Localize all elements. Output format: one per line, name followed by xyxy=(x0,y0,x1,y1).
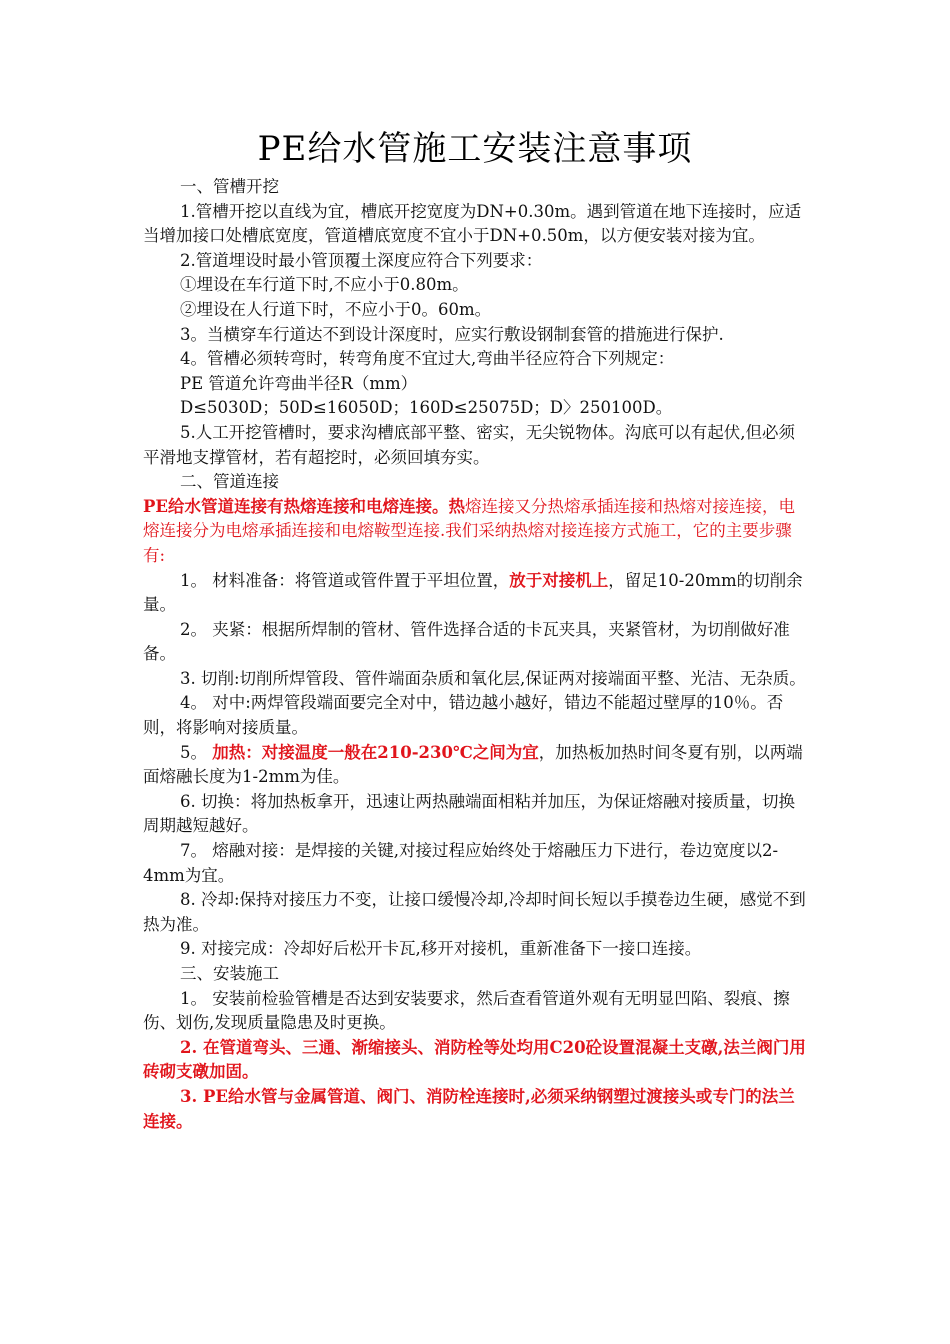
paragraph-intro xyxy=(143,495,811,569)
step-item: 7。 熔融对接：是焊接的关键,对接过程应始终处于熔融压力下进行，卷边宽度以2-4mm为宜。 xyxy=(143,841,779,885)
paragraph: 2.管道埋设时最小管顶覆土深度应符合下列要求： xyxy=(180,250,543,270)
section-heading-installation: 三、安装施工 xyxy=(180,964,279,983)
step-text: ，留足10-20mm的切削余量。 xyxy=(143,570,803,615)
item-text: 在管道弯头、三通、渐缩接头、消防栓等处均用C20砼设置混凝土支礅,法兰阀门用砖砌支礅加固。 xyxy=(143,1037,806,1082)
paragraph: 4。管槽必须转弯时，转弯角度不宜过大,弯曲半径应符合下列规定： xyxy=(180,349,675,369)
step-text: 5。 xyxy=(180,742,213,762)
install-item: 1。 安装前检验管槽是否达到安装要求，然后查看管道外观有无明显凹陷、裂痕、擦伤、划伤,发现质量隐患及时更换。 xyxy=(143,988,790,1033)
section-heading-connection: 二、管道连接 xyxy=(180,472,279,492)
paragraph: 3。当横穿车行道达不到设计深度时，应实行敷设钢制套管的措施进行保护. xyxy=(180,324,724,344)
document-title: PE给水管施工安装注意事项 xyxy=(257,129,693,169)
intro-text: 熔连接又分热熔承插连接和热熔对接连接，电熔连接分为电熔承插连接和电熔鞍型连接.我们采纳热熔对接连接方式施工，它的主要步骤有: xyxy=(143,496,795,565)
paragraph: ①埋设在车行道下时,不应小于0.80m。 xyxy=(180,275,469,295)
paragraph: D≤5030D；50D≤16050D；160D≤25075D；D〉250100D。 xyxy=(180,398,673,418)
section-heading-trench: 一、管槽开挖 xyxy=(180,177,279,196)
step-item: 6. 切换：将加热板拿开，迅速让两热融端面相粘并加压，为保证熔融对接质量，切换周期越短越好。 xyxy=(143,791,795,836)
step-item xyxy=(143,569,811,618)
paragraph: ②埋设在人行道下时，不应小于0。60m。 xyxy=(180,299,492,319)
paragraph: PE 管道允许弯曲半径R（mm） xyxy=(180,373,418,393)
install-item-highlight xyxy=(143,1036,811,1085)
step-item: 4。 对中:两焊管段端面要完全对中，错边越小越好，错边不能超过壁厚的10％。否则，将影响对接质量。 xyxy=(143,693,784,738)
step-text: 1。 材料准备：将管道或管件置于平坦位置， xyxy=(180,570,510,590)
step-item: 3. 切削:切削所焊管段、管件端面杂质和氧化层,保证两对接端面平整、光洁、无杂质。 xyxy=(180,668,806,688)
step-highlight: 放于对接机上 xyxy=(509,570,609,590)
step-item: 2。 夹紧：根据所焊制的管材、管件选择合适的卡瓦夹具，夹紧管材，为切削做好准备。 xyxy=(143,619,790,664)
document-body xyxy=(143,175,811,1134)
paragraph: 5.人工开挖管槽时，要求沟槽底部平整、密实，无尖锐物体。沟底可以有起伏,但必须平滑地支撑管材，若有超挖时，必须回填夯实。 xyxy=(143,422,795,467)
install-item-highlight xyxy=(143,1085,811,1134)
step-text: ，加热板加热时间冬夏有别，以两端面熔融长度为1-2mm为佳。 xyxy=(143,742,803,787)
item-number: 2. xyxy=(180,1037,203,1057)
step-item xyxy=(143,741,811,790)
item-text: PE给水管与金属管道、阀门、消防栓连接时,必须采纳钢塑过渡接头或专门的法兰连接。 xyxy=(143,1086,795,1131)
item-number: 3. xyxy=(180,1086,203,1106)
step-item: 9. 对接完成：冷却好后松开卡瓦,移开对接机，重新准备下一接口连接。 xyxy=(180,939,702,959)
step-highlight: 加热：对接温度一般在210-230℃之间为宜 xyxy=(212,742,539,762)
intro-bold-text: PE给水管道连接有热熔连接和电熔连接。热 xyxy=(143,496,465,516)
step-item: 8. 冷却:保持对接压力不变，让接口缓慢冷却,冷却时间长短以手摸卷边生硬，感觉不到热为准。 xyxy=(143,890,806,934)
paragraph: 1.管槽开挖以直线为宜，槽底开挖宽度为DN+0.30m。遇到管道在地下连接时，应适当增加接口处槽底宽度，管道槽底宽度不宜小于DN+0.50m，以方便安装对接为宜。 xyxy=(143,201,802,246)
